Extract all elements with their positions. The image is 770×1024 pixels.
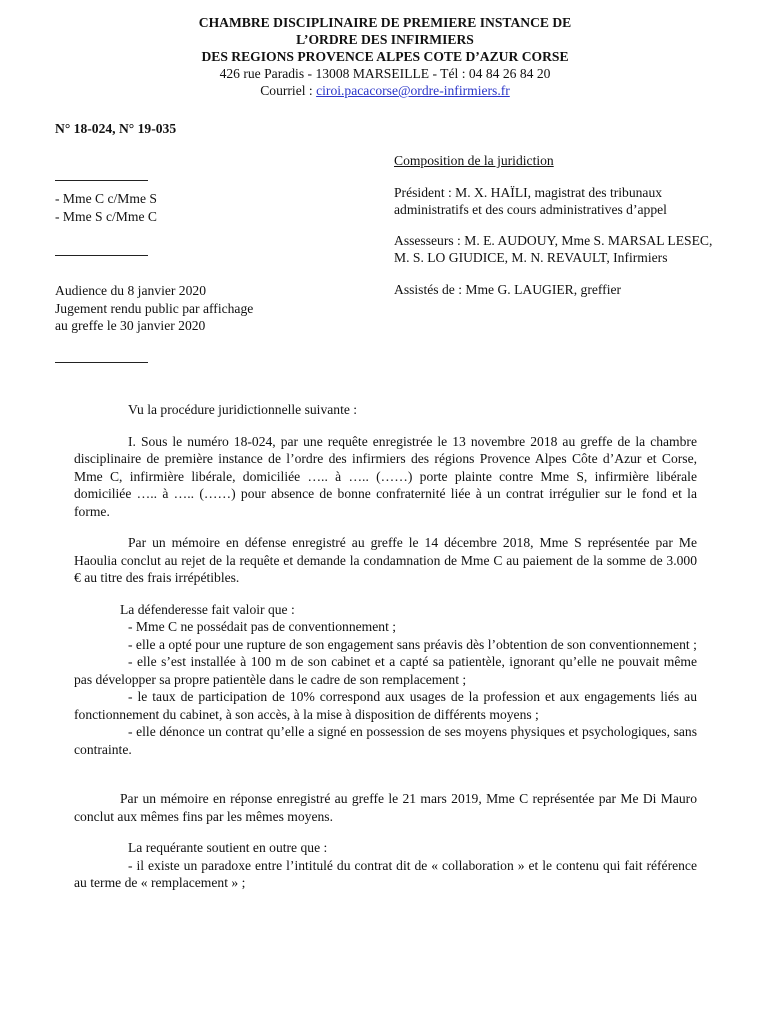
header-title-line-3: DES REGIONS PROVENCE ALPES COTE D’AZUR CORSE [201,49,569,64]
paragraph-requete: I. Sous le numéro 18-024, par une requête enregistrée le 13 novembre 2018 au greffe de la chambre disciplinaire de première instance de l’ordre des infirmiers des régions Provence Alpes Côte d’Azur et Corse, Mme C, infirmière libérale, domiciliée ….. à ….. (……) porte plainte contre Mme S, infirmière libérale domiciliée ….. à ….. (……) pour absence de bonne confraternité liée à un contrat irrégulier sur le fond et la forme. [74,433,697,519]
case-numbers: N° 18-024, N° 19-035 [55,121,177,136]
hearing-publication: au greffe le 30 janvier 2020 [55,318,206,333]
paragraph-memoire-reponse: Par un mémoire en réponse enregistré au greffe le 21 mars 2019, Mme C représentée par Me Di Mauro conclut aux mêmes fins par les mêmes moyens. [74,791,697,824]
separator-rule [55,362,148,363]
defense-item: - elle a opté pour une rupture de son engagement sans préavis dès l’obtention de son conventionnement ; [128,636,697,652]
email-label: Courriel : [260,83,317,98]
header-email-line [0,82,770,99]
defense-item: - elle dénonce un contrat qu’elle a signé en possession de ses moyens physiques et psychologiques, sans contrainte. [74,724,697,757]
separator-rule [55,255,148,256]
party-line-1: - Mme C c/Mme S [55,191,157,206]
procedure-body [74,401,697,892]
requerante-intro: La requérante soutient en outre que : [128,840,328,855]
hearing-date: Audience du 8 janvier 2020 [55,283,206,298]
hearing-block [55,282,253,335]
procedure-intro: Vu la procédure juridictionnelle suivante : [128,402,358,417]
composition-assessors: Assesseurs : M. E. AUDOUY, Mme S. MARSAL LESEC, M. S. LO GIUDICE, M. N. REVAULT, Infirmiers [394,232,713,265]
composition-president: Président : M. X. HAÏLI, magistrat des tribunaux administratifs et des cours administratives d’appel [394,184,667,217]
party-line-2: - Mme S c/Mme C [55,208,157,224]
composition-block [394,152,724,298]
hearing-judgment: Jugement rendu public par affichage [55,300,254,316]
header-address: 426 rue Paradis - 13008 MARSEILLE - Tél : 04 84 26 84 20 [219,66,551,81]
defense-item: - le taux de participation de 10% correspond aux usages de la profession et aux engagements liés au fonctionnement du cabinet, à son accès, à la mise à disposition de différents moyens ; [74,689,697,722]
defense-item: - elle s’est installée à 100 m de son cabinet et a capté sa patientèle, ignorant qu’elle ne pouvait même pas développer sa propre patientèle dans le cadre de son remplacement ; [74,654,697,687]
separator-rule [55,180,148,181]
email-link[interactable]: ciroi.pacacorse@ordre-infirmiers.fr [316,83,510,98]
header-title-line-1: CHAMBRE DISCIPLINAIRE DE PREMIERE INSTANCE DE [198,15,572,30]
composition-assisted: Assistés de : Mme G. LAUGIER, greffier [394,281,622,297]
defense-item: - Mme C ne possédait pas de conventionnement ; [128,619,397,634]
parties-block [55,190,157,225]
requerante-item: - il existe un paradoxe entre l’intitulé du contrat dit de « collaboration » et le contenu qui fait référence au terme de « remplacement » ; [74,857,697,890]
document-header [0,14,770,99]
paragraph-memoire-defense: Par un mémoire en défense enregistré au greffe le 14 décembre 2018, Mme S représentée par Me Haoulia conclut au rejet de la requête et demande la condamnation de Mme C au paiement de la somme de 3.000 € au titre des frais irrépétibles. [74,535,697,585]
defense-intro: La défenderesse fait valoir que : [120,601,295,617]
header-title-line-2: L’ORDRE DES INFIRMIERS [296,32,474,47]
composition-title: Composition de la juridiction [394,153,554,168]
